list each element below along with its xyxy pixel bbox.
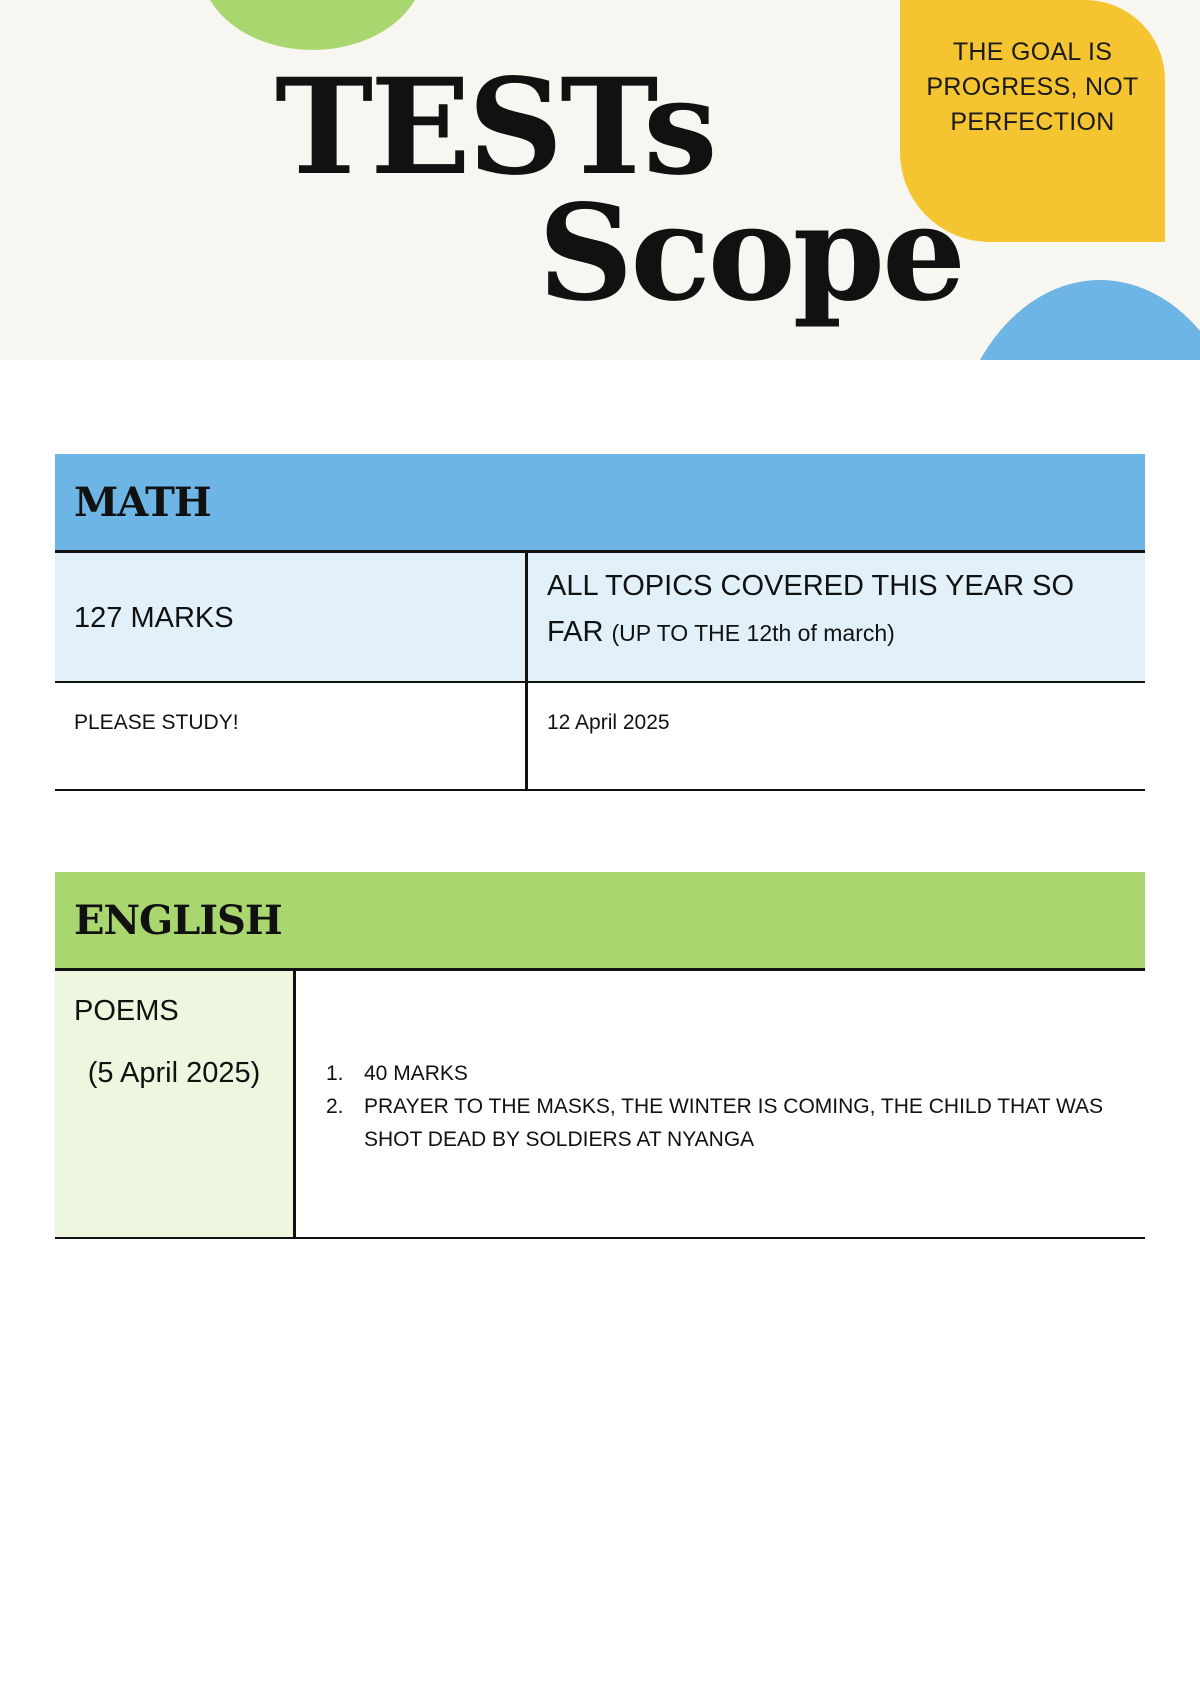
title-line-1: TESTs (275, 50, 715, 205)
list-item (326, 1057, 1125, 1090)
list-number: 2. (326, 1095, 344, 1118)
list-item (326, 1090, 1125, 1156)
goal-text: THE GOAL IS PROGRESS, NOT PERFECTION (926, 37, 1139, 136)
math-note: PLEASE STUDY! (55, 683, 528, 789)
english-label-cell (55, 971, 296, 1237)
list-text: 40 MARKS (364, 1062, 468, 1085)
math-date: 12 April 2025 (547, 711, 670, 734)
math-section (55, 454, 1145, 791)
english-date: (5 April 2025) (87, 1057, 261, 1089)
english-section (55, 872, 1145, 1239)
decorative-blue-semicircle (950, 280, 1200, 360)
english-list (326, 1057, 1125, 1156)
english-label: POEMS (74, 995, 179, 1027)
list-number: 1. (326, 1062, 344, 1085)
english-row (55, 971, 1145, 1239)
math-row-2 (55, 683, 1145, 791)
title-line-2: Scope (538, 176, 964, 331)
math-topics: ALL TOPICS COVERED THIS YEAR SO FAR (547, 570, 1075, 648)
english-heading: ENGLISH (55, 872, 1145, 971)
decorative-green-circle (200, 0, 425, 50)
math-topics-cell (528, 553, 1145, 681)
english-details (296, 971, 1145, 1237)
list-text: PRAYER TO THE MASKS, THE WINTER IS COMING, THE CHILD THAT WAS SHOT DEAD BY SOLDIERS AT NYANGA (364, 1095, 1103, 1151)
header (0, 0, 1200, 360)
math-topics-note: (UP TO THE 12th of march) (611, 620, 895, 646)
math-heading: MATH (55, 454, 1145, 553)
math-marks: 127 MARKS (55, 553, 528, 681)
math-row-1 (55, 553, 1145, 683)
